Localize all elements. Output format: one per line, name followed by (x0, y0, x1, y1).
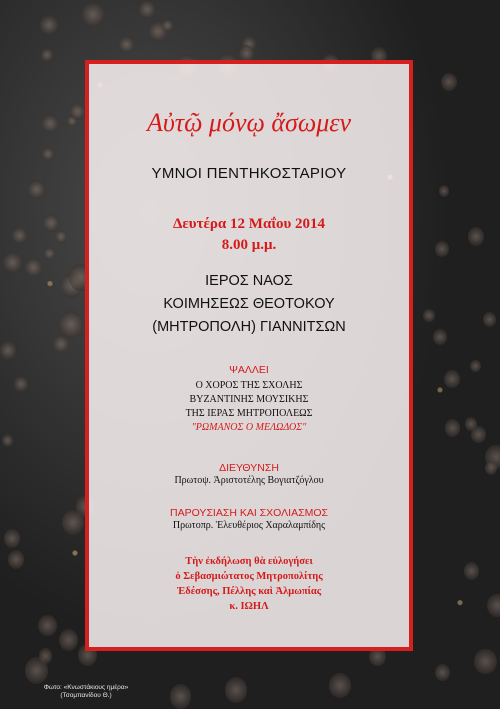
crowd-figure (40, 15, 58, 35)
crowd-figure (55, 230, 66, 243)
choir-line: Ο ΧΟΡΟΣ ΤΗΣ ΣΧΟΛΗΣ (195, 380, 303, 391)
crowd-figure (423, 309, 434, 322)
crowd-figure (441, 73, 457, 91)
crowd-figure (474, 649, 496, 674)
event-date: Δευτέρα 12 Μαΐου 2014 (172, 216, 326, 232)
poster-panel (85, 60, 413, 651)
venue-line: ΙΕΡΟΣ ΝΑΟΣ (205, 273, 293, 289)
crowd-figure (38, 615, 56, 636)
crowd-figure (8, 550, 24, 568)
direction-section (89, 462, 409, 488)
crowd-figure (139, 0, 155, 19)
crowd-figure (464, 562, 480, 580)
crowd-figure (59, 311, 82, 338)
choir-line: ΒΥΖΑΝΤΙΝΗΣ ΜΟΥΣΙΚΗΣ (189, 394, 309, 405)
event-datetime (89, 214, 409, 256)
photo-credit-line: (Τσομπανίδου Θ.) (60, 692, 112, 699)
crowd-figure (435, 241, 448, 256)
poster-subtitle: ΥΜΝΟΙ ΠΕΝΤΗΚΟΣΤΑΡΙΟΥ (151, 165, 347, 182)
crowd-figure (82, 2, 104, 27)
crowd-figure (3, 252, 21, 273)
crowd-figure (12, 227, 27, 244)
crowd-figure (465, 417, 477, 431)
crowd-figure (53, 335, 69, 353)
crowd-figure (42, 147, 54, 161)
crowd-figure (225, 677, 247, 703)
presenter-name: Πρωτοπρ. Ἐλευθέριος Χαραλαμπίδης (172, 520, 326, 531)
crowd-figure (470, 360, 480, 372)
crowd-figure (162, 19, 173, 31)
blessing-line: Τὴν ἐκδήλωση θὰ εὐλογήσει (185, 556, 313, 567)
crowd-figure (487, 594, 500, 618)
director-name: Πρωτοψ. Ἀριστοτέλης Βογιατζόγλου (174, 475, 324, 486)
choir-section (89, 364, 409, 435)
choir-heading: ΨΑΛΛΕΙ (229, 364, 269, 376)
blessing-line: ὁ Σεβασμιώτατος Μητροπολίτης (175, 571, 323, 582)
crowd-figure (39, 648, 52, 663)
crowd-figure (170, 684, 191, 709)
poster-title: Αὐτῷ μόνῳ ἄσωμεν (146, 108, 352, 137)
crowd-figure (468, 227, 484, 246)
venue-line: (ΜΗΤΡΟΠΟΛΗ) ΓΙΑΝΝΙΤΣΩΝ (152, 319, 346, 335)
crowd-figure (433, 329, 446, 344)
event-time: 8.00 μ.μ. (221, 237, 277, 253)
direction-heading: ΔΙΕΥΘΥΝΣΗ (219, 462, 279, 474)
crowd-figure (2, 434, 13, 447)
crowd-figure (329, 673, 351, 699)
crowd-figure (44, 247, 55, 260)
presentation-heading: ΠΑΡΟΥΣΙΑΣΗ ΚΑΙ ΣΧΟΛΙΑΣΜΟΣ (170, 507, 328, 519)
choir-line: ΤΗΣ ΙΕΡΑΣ ΜΗΤΡΟΠΟΛΕΩΣ (185, 408, 313, 419)
blessing-line: κ. ΙΩΗΛ (229, 601, 269, 612)
photo-credit-line: Φωτο: «Κνωστάκιους ημέρα» (43, 684, 129, 691)
crowd-figure (14, 376, 28, 392)
crowd-figure (70, 103, 85, 120)
venue-line: ΚΟΙΜΗΣΕΩΣ ΘΕΟΤΟΚΟΥ (163, 296, 335, 312)
crowd-figure (28, 180, 45, 199)
venue (89, 270, 409, 339)
presentation-section (89, 507, 409, 533)
poster-content (89, 64, 409, 647)
crowd-figure (444, 370, 460, 388)
blessing-section (89, 554, 409, 614)
photo-credit (6, 684, 166, 700)
crowd-figure (435, 664, 450, 682)
choir-name: "ΡΩΜΑΝΟΣ Ο ΜΕΛΩΔΟΣ" (191, 422, 307, 433)
blessing-line: Ἐδέσσης, Πέλλης καὶ Ἀλμωπίας (176, 586, 322, 597)
